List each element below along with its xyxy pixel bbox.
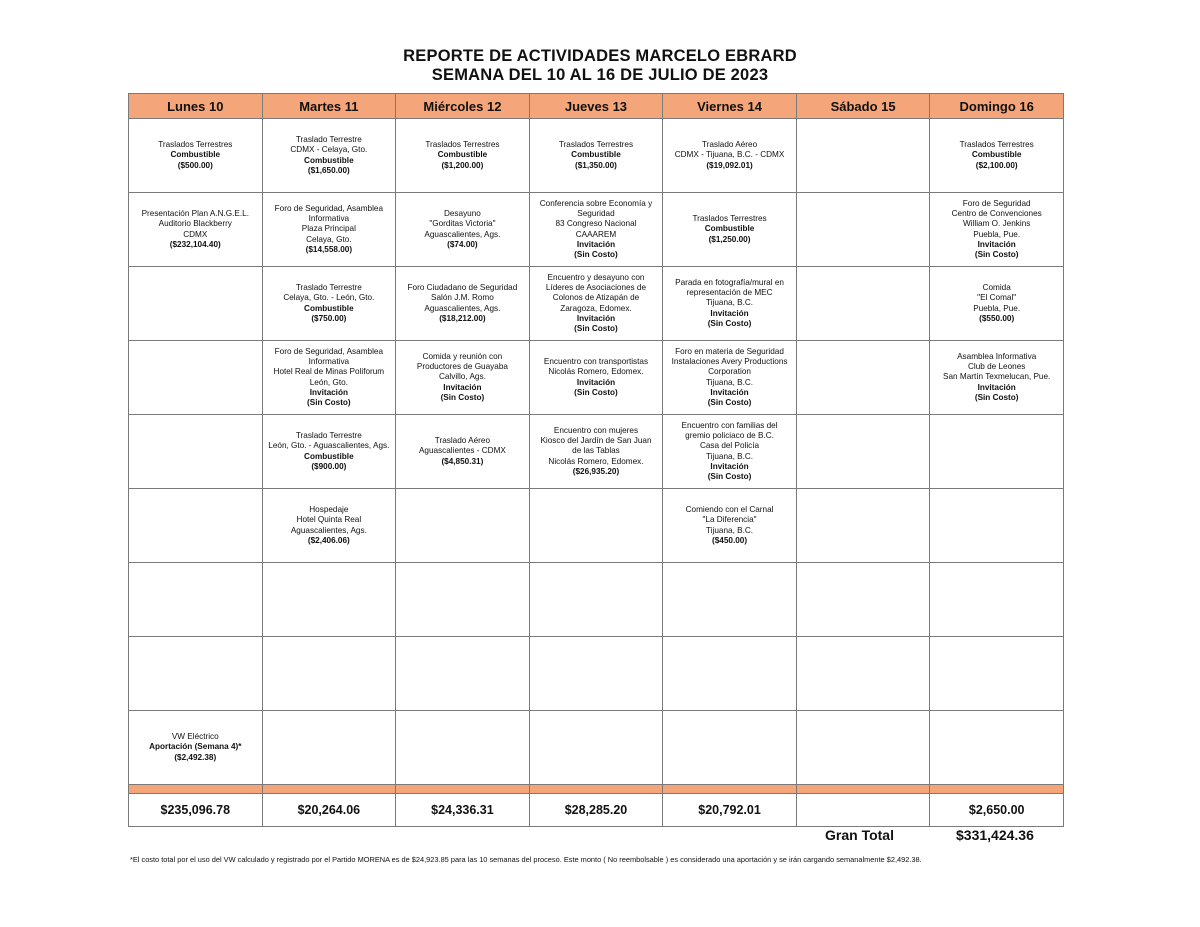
day-total: $2,650.00 bbox=[930, 794, 1064, 827]
activity-row bbox=[129, 341, 1064, 415]
day-header: Lunes 10 bbox=[129, 94, 263, 119]
activity-line: Combustible bbox=[971, 150, 1022, 160]
day-total: $28,285.20 bbox=[529, 794, 663, 827]
activity-line: Traslados Terrestres bbox=[425, 140, 500, 150]
activity-line: (Sin Costo) bbox=[974, 392, 1019, 402]
grand-total-label: Gran Total bbox=[825, 827, 894, 843]
activity-line: Encuentro con transportistas bbox=[543, 356, 649, 366]
activity-cell bbox=[529, 637, 663, 711]
activity-line: Traslado Terrestre bbox=[295, 430, 362, 440]
activity-row bbox=[129, 637, 1064, 711]
activity-line: CDMX bbox=[183, 229, 208, 239]
activity-cell bbox=[262, 563, 396, 637]
activity-cell bbox=[663, 341, 797, 415]
activity-cell bbox=[663, 637, 797, 711]
day-total: $235,096.78 bbox=[129, 794, 263, 827]
day-total: $24,336.31 bbox=[396, 794, 530, 827]
activity-line: Traslados Terrestres bbox=[558, 140, 634, 150]
totals-row bbox=[129, 794, 1064, 827]
activity-line: Foro de Seguridad, Asamblea bbox=[274, 346, 383, 356]
activity-line: Parada en fotografía/mural en bbox=[675, 277, 784, 287]
activity-line: ($2,406.06) bbox=[307, 535, 350, 545]
activity-line: ($19,092.01) bbox=[706, 160, 753, 170]
activity-cell bbox=[663, 119, 797, 193]
activity-line: ($74.00) bbox=[447, 239, 478, 249]
activity-line: San Martín Texmelucan, Pue. bbox=[943, 372, 1051, 382]
activity-cell bbox=[796, 637, 930, 711]
activity-cell bbox=[262, 415, 396, 489]
activities-table bbox=[128, 93, 1064, 827]
footnote: *El costo total por el uso del VW calculado y registrado por el Partido MORENA es de $24,923.85 para las 10 semanas del proceso. Este monto ( No reembolsable ) es considerado una aportación y se irán cargando semanalmente $2,492.38. bbox=[130, 855, 922, 864]
activity-line: Tijuana, B.C. bbox=[706, 298, 754, 308]
activity-line: Celaya, Gto. - León, Gto. bbox=[283, 293, 375, 303]
activity-line: gremio policiaco de B.C. bbox=[685, 430, 774, 440]
activity-line: Combustible bbox=[304, 155, 354, 165]
activity-row bbox=[129, 711, 1064, 785]
activity-cell bbox=[796, 489, 930, 563]
activity-line: (Sin Costo) bbox=[574, 387, 618, 397]
activity-line: Zaragoza, Edomex. bbox=[560, 303, 632, 313]
activity-line: Comida bbox=[982, 282, 1011, 292]
activity-line: ($2,100.00) bbox=[975, 160, 1018, 170]
activity-line: ($1,350.00) bbox=[575, 160, 617, 170]
activity-line: Foro Ciudadano de Seguridad bbox=[407, 282, 518, 292]
activity-row bbox=[129, 415, 1064, 489]
activity-line: Invitación bbox=[977, 239, 1016, 249]
activity-line: ($1,250.00) bbox=[708, 234, 751, 244]
report-subtitle: SEMANA DEL 10 AL 16 DE JULIO DE 2023 bbox=[431, 66, 769, 84]
activity-line: (Sin Costo) bbox=[974, 250, 1019, 260]
activity-row bbox=[129, 489, 1064, 563]
activity-line: (Sin Costo) bbox=[574, 324, 618, 334]
activity-line: (Sin Costo) bbox=[707, 318, 752, 328]
activity-cell bbox=[930, 563, 1064, 637]
activity-line: (Sin Costo) bbox=[574, 250, 618, 260]
activity-cell bbox=[930, 637, 1064, 711]
activity-line: ($450.00) bbox=[712, 535, 748, 545]
activity-cell bbox=[529, 341, 663, 415]
activity-line: Instalaciones Avery Productions bbox=[671, 356, 788, 366]
activity-line: Centro de Convenciones bbox=[951, 208, 1042, 218]
activity-cell bbox=[396, 415, 530, 489]
activity-line: Puebla, Pue. bbox=[973, 229, 1021, 239]
activity-line: Tijuana, B.C. bbox=[706, 525, 754, 535]
activity-cell bbox=[396, 711, 530, 785]
activity-line: Foro de Seguridad, Asamblea bbox=[274, 203, 383, 213]
activity-line: Traslado Terrestre bbox=[295, 134, 362, 144]
activity-line: Aguascalientes, Ags. bbox=[424, 229, 501, 239]
activity-line: Colonos de Atizapán de bbox=[552, 293, 640, 303]
activity-line: Comida y reunión con bbox=[422, 351, 503, 361]
activity-line: Encuentro y desayuno con bbox=[547, 272, 645, 282]
activity-cell bbox=[930, 119, 1064, 193]
activity-line: Invitación bbox=[309, 387, 348, 397]
activity-cell bbox=[396, 637, 530, 711]
activity-line: ($4,850.31) bbox=[441, 456, 484, 466]
activity-cell bbox=[663, 267, 797, 341]
report-title: REPORTE DE ACTIVIDADES MARCELO EBRARD bbox=[403, 47, 797, 65]
activity-line: Foro de Seguridad bbox=[962, 198, 1031, 208]
activity-line: Aportación (Semana 4)* bbox=[149, 742, 242, 752]
activity-cell bbox=[396, 267, 530, 341]
activity-line: ($18,212.00) bbox=[439, 313, 486, 323]
activity-line: Aguascalientes, Ags. bbox=[290, 525, 367, 535]
activity-line: Invitación bbox=[576, 313, 616, 323]
activity-line: Hotel Quinta Real bbox=[296, 515, 362, 525]
activity-line: Invitación bbox=[576, 239, 616, 249]
activity-cell bbox=[262, 267, 396, 341]
day-header: Miércoles 12 bbox=[396, 94, 530, 119]
activity-row bbox=[129, 267, 1064, 341]
activity-line: Combustible bbox=[704, 224, 755, 234]
activity-cell bbox=[529, 563, 663, 637]
activity-line: Traslados Terrestres bbox=[692, 214, 767, 224]
activity-line: Traslados Terrestres bbox=[959, 140, 1034, 150]
activity-line: Club de Leones bbox=[968, 362, 1026, 372]
activity-cell bbox=[129, 415, 263, 489]
activity-cell bbox=[796, 193, 930, 267]
separator-row bbox=[129, 785, 1064, 794]
activity-line: Conferencia sobre Economía y bbox=[539, 198, 653, 208]
activity-line: Puebla, Pue. bbox=[973, 303, 1021, 313]
activity-line: Traslado Aéreo bbox=[434, 436, 491, 446]
activity-cell bbox=[396, 563, 530, 637]
activity-line: Hotel Real de Minas Poliforum bbox=[273, 367, 385, 377]
activity-line: (Sin Costo) bbox=[707, 472, 752, 482]
activity-cell bbox=[663, 415, 797, 489]
activity-line: ($26,935.20) bbox=[572, 466, 620, 476]
activity-line: representación de MEC bbox=[686, 288, 773, 298]
activity-line: (Sin Costo) bbox=[440, 392, 485, 402]
activity-line: CDMX - Celaya, Gto. bbox=[290, 145, 368, 155]
activity-cell bbox=[930, 415, 1064, 489]
activity-line: VW Eléctrico bbox=[171, 732, 219, 742]
activity-line: Aguascalientes - CDMX bbox=[418, 446, 506, 456]
activity-cell bbox=[529, 267, 663, 341]
activity-cell bbox=[396, 489, 530, 563]
activity-line: Foro en materia de Seguridad bbox=[675, 346, 784, 356]
activity-line: Hospedaje bbox=[309, 504, 349, 514]
day-total bbox=[796, 794, 930, 827]
activity-line: Comiendo con el Carnal bbox=[685, 504, 774, 514]
activity-cell bbox=[262, 341, 396, 415]
activity-line: "Gorditas Victoria" bbox=[429, 219, 496, 229]
activity-line: CAAAREM bbox=[575, 229, 617, 239]
activity-cell bbox=[663, 489, 797, 563]
activity-line: Informativa bbox=[308, 214, 350, 224]
activity-line: ($750.00) bbox=[311, 313, 347, 323]
activity-cell bbox=[663, 563, 797, 637]
activity-row bbox=[129, 563, 1064, 637]
activity-cell bbox=[930, 711, 1064, 785]
activity-line: Invitación bbox=[710, 387, 749, 397]
activity-line: Nicolás Romero, Edomex. bbox=[548, 456, 644, 466]
activity-cell bbox=[129, 341, 263, 415]
activity-line: Aguascalientes, Ags. bbox=[424, 303, 501, 313]
activity-cell bbox=[796, 415, 930, 489]
activity-line: Encuentro con mujeres bbox=[553, 425, 639, 435]
day-total: $20,792.01 bbox=[663, 794, 797, 827]
activity-line: Corporation bbox=[708, 367, 751, 377]
activity-cell bbox=[129, 711, 263, 785]
activity-cell bbox=[796, 341, 930, 415]
activity-cell bbox=[262, 489, 396, 563]
activity-line: (Sin Costo) bbox=[707, 398, 752, 408]
activity-line: Encuentro con familias del bbox=[681, 420, 778, 430]
activity-cell bbox=[529, 193, 663, 267]
activity-line: Desayuno bbox=[443, 208, 481, 218]
day-header: Domingo 16 bbox=[930, 94, 1064, 119]
day-total: $20,264.06 bbox=[262, 794, 396, 827]
activity-cell bbox=[796, 267, 930, 341]
activity-line: Asamblea Informativa bbox=[957, 351, 1037, 361]
activity-row bbox=[129, 193, 1064, 267]
activity-line: León, Gto. bbox=[309, 377, 348, 387]
activity-line: "La Diferencia" bbox=[702, 515, 757, 525]
activity-line: Kiosco del Jardín de San Juan bbox=[540, 436, 652, 446]
activity-cell bbox=[129, 637, 263, 711]
activity-line: Traslado Aéreo bbox=[701, 140, 758, 150]
activity-line: Combustible bbox=[437, 150, 488, 160]
activity-line: Traslado Terrestre bbox=[295, 282, 362, 292]
activity-line: Invitación bbox=[710, 461, 749, 471]
activity-line: CDMX - Tijuana, B.C. - CDMX bbox=[674, 150, 785, 160]
activity-line: Tijuana, B.C. bbox=[706, 451, 754, 461]
activity-cell bbox=[529, 119, 663, 193]
activity-line: Nicolás Romero, Edomex. bbox=[548, 367, 644, 377]
activity-line: Seguridad bbox=[577, 208, 615, 218]
activity-cell bbox=[529, 711, 663, 785]
activity-cell bbox=[129, 119, 263, 193]
activity-cell bbox=[262, 711, 396, 785]
activity-line: León, Gto. - Aguascalientes, Ags. bbox=[268, 441, 390, 451]
activity-line: Líderes de Asociaciones de bbox=[545, 282, 647, 292]
activity-cell bbox=[129, 193, 263, 267]
activity-cell bbox=[930, 193, 1064, 267]
activity-line: Plaza Principal bbox=[301, 224, 356, 234]
activity-line: Casa del Policía bbox=[699, 441, 760, 451]
activity-cell bbox=[262, 119, 396, 193]
activity-cell bbox=[529, 489, 663, 563]
activity-line: ($2,492.38) bbox=[174, 752, 217, 762]
activity-cell bbox=[930, 341, 1064, 415]
activity-line: ($500.00) bbox=[177, 160, 213, 170]
activity-line: Invitación bbox=[977, 382, 1016, 392]
grand-total-value: $331,424.36 bbox=[956, 827, 1034, 843]
activity-line: ($232,104.40) bbox=[169, 239, 221, 249]
activity-line: Invitación bbox=[576, 377, 616, 387]
day-header: Martes 11 bbox=[262, 94, 396, 119]
activity-line: Presentación Plan A.N.G.E.L. bbox=[141, 208, 249, 218]
activity-cell bbox=[396, 341, 530, 415]
activity-line: (Sin Costo) bbox=[307, 398, 351, 408]
activity-line: ($1,650.00) bbox=[307, 165, 350, 175]
activity-cell bbox=[396, 193, 530, 267]
activity-line: Celaya, Gto. bbox=[306, 234, 352, 244]
activity-line: Salón J.M. Romo bbox=[431, 293, 494, 303]
day-header: Jueves 13 bbox=[529, 94, 663, 119]
activity-line: Combustible bbox=[571, 150, 621, 160]
activity-line: "El Comal" bbox=[977, 293, 1017, 303]
activity-line: Invitación bbox=[710, 308, 749, 318]
activity-cell bbox=[529, 415, 663, 489]
activity-line: ($550.00) bbox=[979, 313, 1015, 323]
activity-line: Combustible bbox=[304, 451, 354, 461]
activity-cell bbox=[663, 193, 797, 267]
activity-cell bbox=[796, 711, 930, 785]
activity-line: Combustible bbox=[170, 150, 221, 160]
activity-row bbox=[129, 119, 1064, 193]
activity-line: ($14,558.00) bbox=[305, 244, 353, 254]
activity-cell bbox=[796, 563, 930, 637]
activity-cell bbox=[663, 711, 797, 785]
activity-line: Combustible bbox=[304, 303, 354, 313]
activity-line: Informativa bbox=[308, 356, 350, 366]
activity-cell bbox=[129, 563, 263, 637]
activity-line: Auditorio Blackberry bbox=[158, 219, 232, 229]
day-header-row bbox=[129, 94, 1064, 119]
activity-line: 83 Congreso Nacional bbox=[555, 219, 637, 229]
activity-line: ($1,200.00) bbox=[441, 160, 484, 170]
activity-line: William O. Jenkins bbox=[963, 219, 1031, 229]
day-header: Sábado 15 bbox=[796, 94, 930, 119]
activity-line: de las Tablas bbox=[572, 446, 620, 456]
activity-line: Invitación bbox=[443, 382, 482, 392]
activity-cell bbox=[930, 267, 1064, 341]
activity-line: Tijuana, B.C. bbox=[706, 377, 754, 387]
activity-cell bbox=[796, 119, 930, 193]
activity-cell bbox=[129, 267, 263, 341]
activity-line: Traslados Terrestres bbox=[158, 140, 233, 150]
activity-cell bbox=[396, 119, 530, 193]
activity-cell bbox=[262, 193, 396, 267]
day-header: Viernes 14 bbox=[663, 94, 797, 119]
activity-cell bbox=[930, 489, 1064, 563]
activity-cell bbox=[262, 637, 396, 711]
activity-line: ($900.00) bbox=[311, 461, 347, 471]
activity-cell bbox=[129, 489, 263, 563]
activity-line: Productores de Guayaba bbox=[416, 362, 508, 372]
activity-line: Calvillo, Ags. bbox=[438, 372, 486, 382]
